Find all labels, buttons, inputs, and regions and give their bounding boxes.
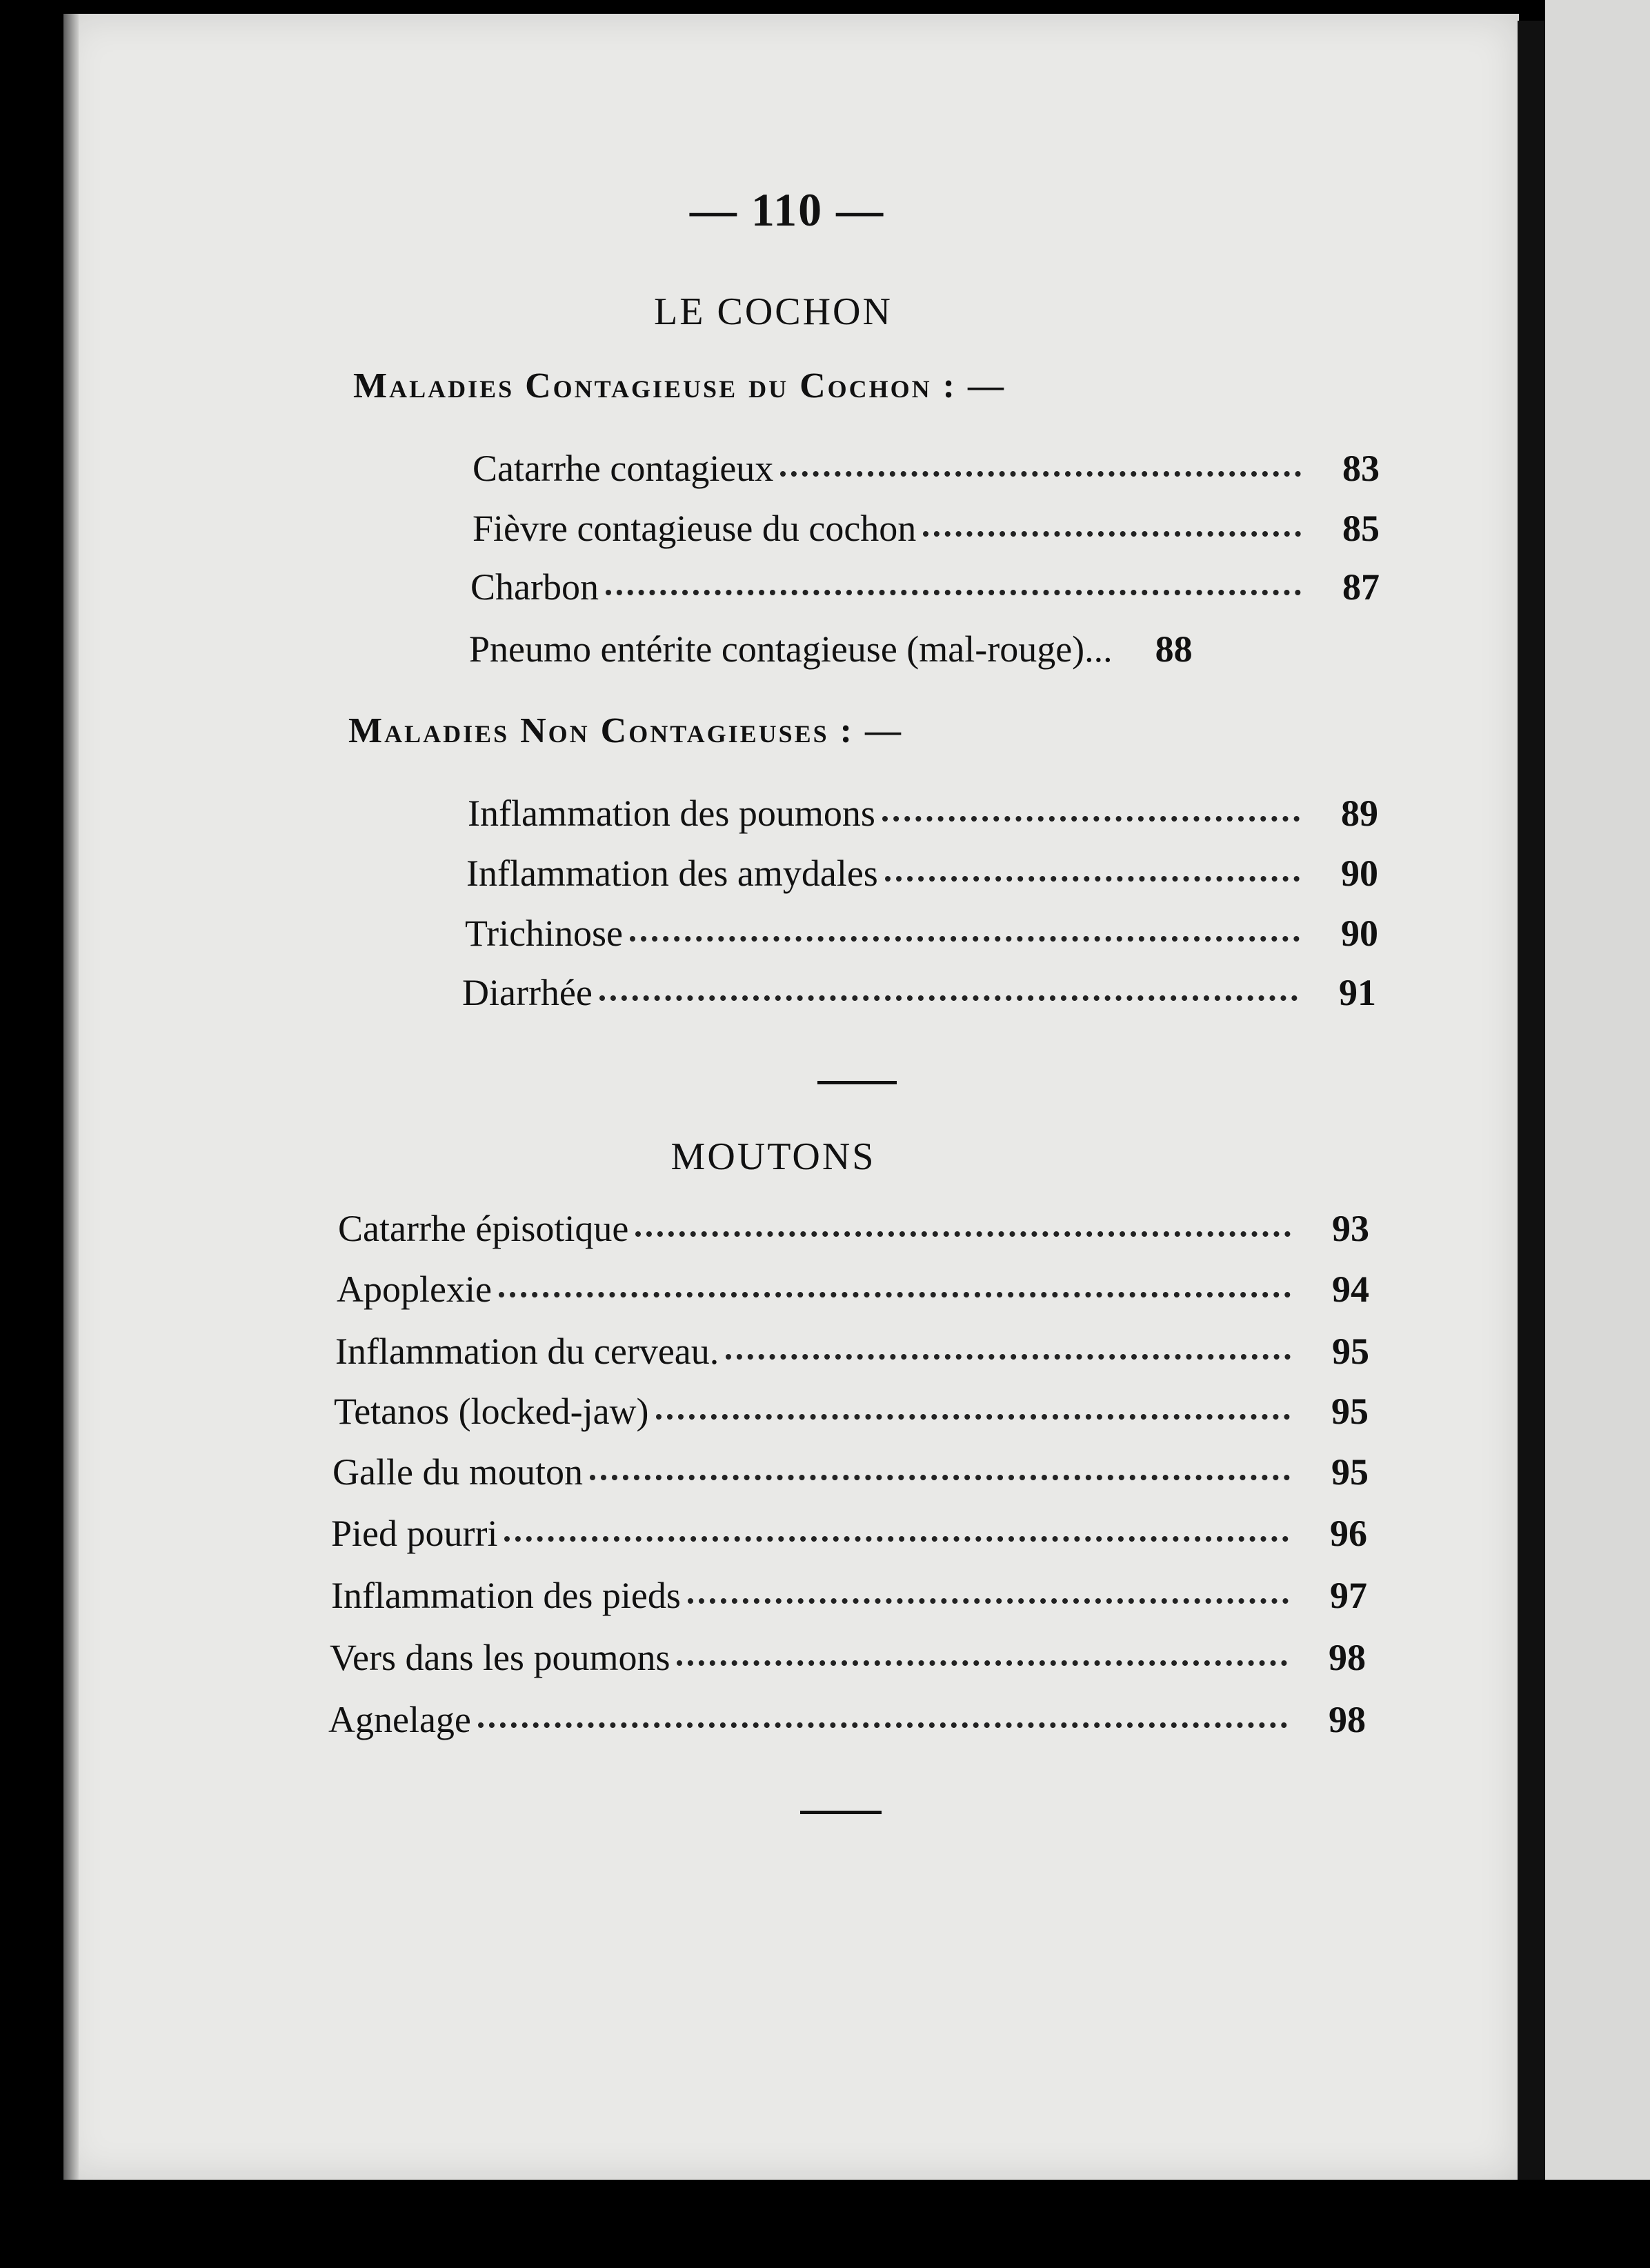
book-page	[63, 14, 1519, 2180]
dot-leader	[656, 1409, 1290, 1420]
toc-entry-page: 95	[1331, 1451, 1369, 1493]
toc-entry-label: Catarrhe épisotique	[338, 1208, 629, 1249]
section-divider	[800, 1811, 882, 1814]
scan-bottom-border	[0, 2180, 1650, 2268]
page-number: — 110 —	[689, 183, 885, 236]
toc-entry-page: 90	[1341, 853, 1378, 894]
toc-entry-label: Pied pourri	[331, 1513, 498, 1554]
toc-entry-page: 94	[1332, 1269, 1369, 1310]
toc-entry-page: 98	[1329, 1699, 1366, 1740]
toc-entry	[470, 566, 1380, 614]
section-title-cochon: LE COCHON	[654, 290, 893, 333]
dot-leader	[606, 584, 1301, 595]
toc-entry	[469, 628, 1380, 676]
dot-leader	[688, 1593, 1289, 1604]
toc-entry-page: 88	[1155, 628, 1193, 670]
toc-entry	[468, 792, 1378, 840]
dot-leader	[635, 1226, 1291, 1237]
page-edge-shadow	[63, 14, 79, 2180]
toc-entry	[337, 1268, 1369, 1316]
subheading-contagious: Maladies Contagieuse du Cochon : —	[353, 366, 1006, 406]
toc-entry-page: 89	[1341, 793, 1378, 834]
toc-entry-page: 93	[1332, 1208, 1369, 1249]
toc-entry	[331, 1512, 1367, 1560]
subheading-noncontagious: Maladies Non Contagieuses : —	[348, 711, 903, 750]
toc-entry-label: Vers dans les poumons	[330, 1637, 670, 1678]
toc-entry	[473, 507, 1380, 555]
toc-entry-label: Inflammation des amydales	[466, 853, 878, 894]
toc-entry-page: 96	[1330, 1513, 1367, 1554]
toc-entry-label: Apoplexie	[337, 1269, 492, 1310]
dot-leader	[882, 810, 1300, 822]
toc-entry-page: 97	[1330, 1575, 1367, 1616]
toc-entry-page: 87	[1342, 566, 1380, 608]
toc-entry	[332, 1451, 1369, 1499]
toc-entry-label: Tetanos (locked-jaw)	[334, 1391, 649, 1432]
toc-entry-label: Inflammation des pieds	[331, 1575, 681, 1616]
toc-entry	[466, 852, 1378, 900]
book-spine	[1518, 21, 1545, 2187]
toc-entry-label: Inflammation des poumons	[468, 793, 875, 834]
dot-leader	[504, 1531, 1289, 1542]
dot-leader	[630, 931, 1300, 942]
dot-leader	[677, 1655, 1287, 1666]
toc-entry-page: 91	[1339, 972, 1376, 1013]
toc-entry	[328, 1698, 1366, 1747]
toc-entry-page: 85	[1342, 508, 1380, 549]
toc-entry-page: 95	[1331, 1391, 1369, 1432]
toc-entry-label: Charbon	[470, 566, 599, 608]
toc-entry	[335, 1330, 1369, 1378]
dot-leader	[726, 1349, 1291, 1360]
section-title-moutons: MOUTONS	[670, 1135, 876, 1178]
toc-entry-page: 98	[1329, 1637, 1366, 1678]
toc-entry-page: 95	[1332, 1331, 1369, 1372]
dot-leader	[885, 871, 1300, 882]
toc-entry	[338, 1207, 1369, 1255]
toc-entry-page: 90	[1341, 913, 1378, 954]
toc-entry-label: Inflammation du cerveau.	[335, 1331, 719, 1372]
toc-entry-label: Agnelage	[328, 1699, 471, 1740]
toc-entry	[462, 971, 1376, 1019]
dot-leader	[780, 466, 1301, 477]
section-divider	[817, 1081, 897, 1084]
toc-entry-label: Pneumo entérite contagieuse (mal-rouge)...	[469, 628, 1113, 670]
dot-leader	[478, 1717, 1287, 1728]
dot-leader	[599, 990, 1298, 1001]
dot-leader	[923, 526, 1301, 537]
dot-leader	[590, 1469, 1290, 1480]
toc-entry	[465, 912, 1378, 960]
facing-page-edge	[1545, 0, 1650, 2268]
toc-entry	[334, 1390, 1369, 1438]
toc-entry-label: Catarrhe contagieux	[473, 448, 774, 489]
toc-entry-label: Galle du mouton	[332, 1451, 583, 1493]
dot-leader	[499, 1286, 1291, 1297]
toc-entry	[473, 447, 1380, 495]
toc-entry-page: 83	[1342, 448, 1380, 489]
toc-entry	[331, 1574, 1367, 1622]
toc-entry-label: Trichinose	[465, 913, 624, 954]
toc-entry-label: Diarrhée	[462, 972, 593, 1013]
toc-entry-label: Fièvre contagieuse du cochon	[473, 508, 917, 549]
toc-entry	[330, 1636, 1366, 1684]
